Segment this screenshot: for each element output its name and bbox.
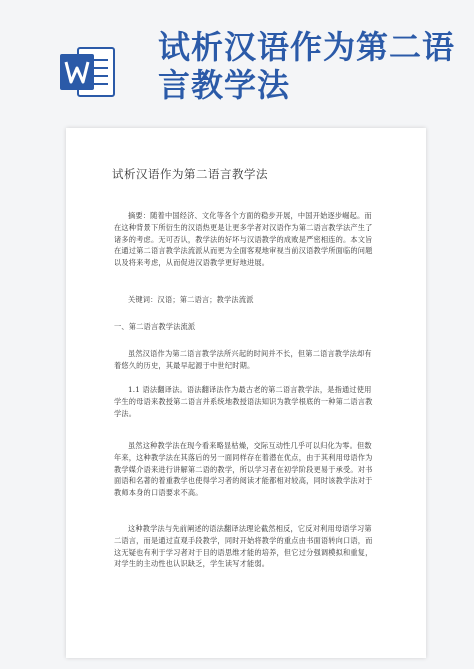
word-document-icon xyxy=(58,42,118,102)
body-paragraph-3: 虽然这种教学法在现今看来略显枯燥，交际互动性几乎可以归化为零。但数年来，这种教学法在其落后的另一面同样存在着潜在优点，由于其利用母语作为教学媒介语来进行讲解第二语的教学，所以学习者在初学阶段更易于承受。对书面语和名著的着重教学也使得学习者的阅读才能都相对较高，同时该教学法对于教师本身的口语要求不高。 xyxy=(114,441,373,498)
document-title: 试析汉语作为第二语言教学法 xyxy=(112,167,268,181)
abstract-paragraph: 摘要：随着中国经济、文化等各个方面的稳步开展，中国开始逐步崛起。而在这种背景下所衍生的汉语热更是让更多学者对汉语作为第二语言教学法产生了诸多的考虑。无可否认，教学法的好坏与汉语教学的成败是严密相连的。本文旨在通过第二语言教学法流派从而更为全面客观地审视当前汉语教学所面临的问题以及将来考虑，从而促进汉语教学更好地进展。 xyxy=(114,211,373,268)
body-paragraph-1: 虽然汉语作为第二语言教学法所兴起的时间并不长，但第二语言教学法却有着悠久的历史，其最早起源于中世纪时期。 xyxy=(114,349,372,370)
section-heading: 一、第二语言教学法流派 xyxy=(114,322,196,331)
keywords-line: 关键词：汉语；第二语言；教学法流派 xyxy=(128,295,254,304)
banner-title: 试析汉语作为第二语言教学法 xyxy=(158,28,456,104)
body-paragraph-2: 1.1 语法翻译法。语法翻译法作为最古老的第二语言教学法，是指通过使用学生的母语来教授第二语言并系统地教授语法知识为教学根底的一种第二语言教学法。 xyxy=(114,385,373,418)
header-banner xyxy=(0,0,474,130)
document-page xyxy=(66,128,426,658)
body-paragraph-4: 这种教学法与先前阐述的语法翻译法理论截然相反，它反对利用母语学习第二语言，而是通过直观手段教学，同时开始将教学的重点由书面语转向口语，而这无疑也有利于学习者对于目的语思维才能的培养，但它过分强调模拟和重复，对学生的主动性也认识缺乏，学生读写才能弱。 xyxy=(114,524,373,569)
